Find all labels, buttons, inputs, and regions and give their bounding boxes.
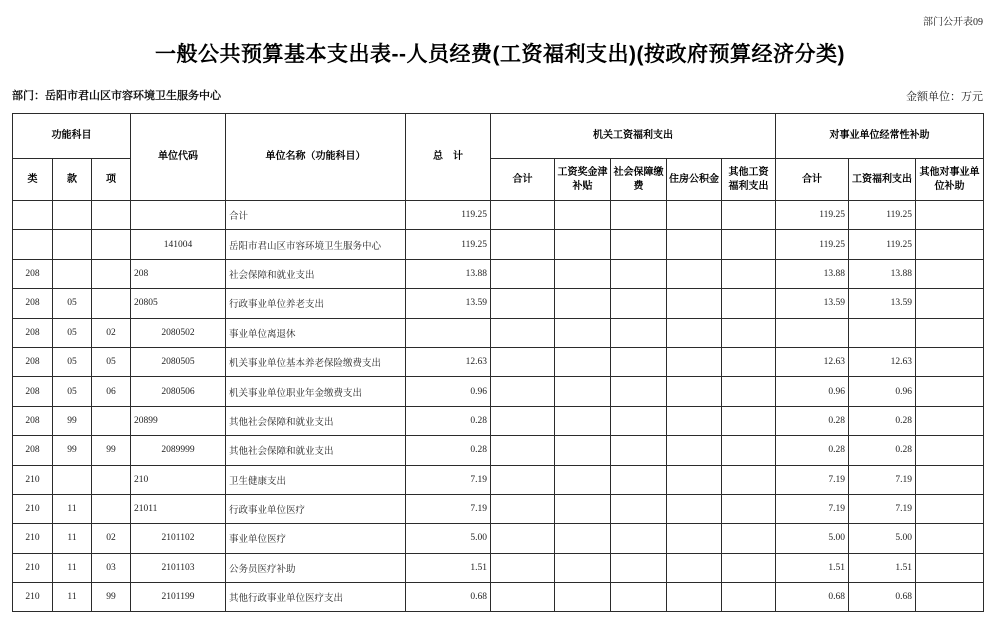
subsidy-total-value-cell: 0.68 [776,583,849,612]
item-code-cell: 99 [53,406,92,435]
subsidy-other-value-cell [916,524,984,553]
header-subsidy-total: 合计 [776,159,849,201]
table-row [13,436,984,465]
org-social-value-cell [611,377,667,406]
table-row [13,406,984,435]
subsidy-wage-value-cell: 119.25 [849,201,916,230]
subject-name-cell: 其他社会保障和就业支出 [226,406,406,435]
unit-code-cell: 210 [131,465,226,494]
subsidy-wage-value-cell: 7.19 [849,465,916,494]
sub-item-code-cell: 02 [92,524,131,553]
org-wage-value-cell [555,406,611,435]
header-org-housing: 住房公积金 [667,159,722,201]
subsidy-wage-value-cell: 0.68 [849,583,916,612]
org-total-value-cell [491,347,555,376]
total-value-cell: 7.19 [406,465,491,494]
subject-name-cell: 社会保障和就业支出 [226,259,406,288]
org-wage-value-cell [555,201,611,230]
subsidy-total-value-cell [776,318,849,347]
table-row [13,524,984,553]
org-social-value-cell [611,583,667,612]
org-housing-value-cell [667,553,722,582]
org-social-value-cell [611,406,667,435]
org-housing-value-cell [667,259,722,288]
class-code-cell: 208 [13,318,53,347]
org-other-value-cell [722,524,776,553]
class-code-cell: 208 [13,259,53,288]
org-other-value-cell [722,583,776,612]
sub-item-code-cell: 02 [92,318,131,347]
subject-name-cell: 合计 [226,201,406,230]
unit-code-cell: 2101102 [131,524,226,553]
total-value-cell: 0.28 [406,436,491,465]
subsidy-other-value-cell [916,377,984,406]
subsidy-total-value-cell: 119.25 [776,230,849,259]
total-value-cell: 5.00 [406,524,491,553]
subsidy-other-value-cell [916,347,984,376]
subject-name-cell: 行政事业单位医疗 [226,494,406,523]
org-other-value-cell [722,289,776,318]
subject-name-cell: 岳阳市君山区市容环境卫生服务中心 [226,230,406,259]
subsidy-wage-value-cell: 12.63 [849,347,916,376]
org-wage-value-cell [555,494,611,523]
org-other-value-cell [722,377,776,406]
org-total-value-cell [491,436,555,465]
class-code-cell [13,201,53,230]
table-row [13,318,984,347]
subsidy-wage-value-cell: 1.51 [849,553,916,582]
sub-item-code-cell [92,289,131,318]
table-row [13,377,984,406]
header-subsidy-wage: 工资福利支出 [849,159,916,201]
class-code-cell [13,230,53,259]
org-social-value-cell [611,230,667,259]
subsidy-total-value-cell: 13.59 [776,289,849,318]
subsidy-wage-value-cell [849,318,916,347]
subsidy-other-value-cell [916,318,984,347]
subject-name-cell: 机关事业单位基本养老保险缴费支出 [226,347,406,376]
org-other-value-cell [722,465,776,494]
org-wage-value-cell [555,465,611,494]
total-value-cell: 0.68 [406,583,491,612]
org-other-value-cell [722,347,776,376]
subsidy-wage-value-cell: 13.88 [849,259,916,288]
sub-item-code-cell [92,406,131,435]
org-other-value-cell [722,318,776,347]
subsidy-other-value-cell [916,406,984,435]
doc-reference-number: 部门公开表09 [923,17,983,28]
org-wage-value-cell [555,377,611,406]
item-code-cell [53,201,92,230]
subsidy-wage-value-cell: 13.59 [849,289,916,318]
class-code-cell: 208 [13,436,53,465]
org-total-value-cell [491,377,555,406]
unit-code-cell: 2080502 [131,318,226,347]
department-label: 部门：岳阳市君山区市容环境卫生服务中心 [12,90,221,102]
org-social-value-cell [611,201,667,230]
unit-code-cell: 2101103 [131,553,226,582]
total-value-cell: 13.88 [406,259,491,288]
class-code-cell: 210 [13,524,53,553]
header-unit-code: 单位代码 [131,114,226,201]
class-code-cell: 210 [13,583,53,612]
org-wage-value-cell [555,583,611,612]
unit-code-cell: 2080506 [131,377,226,406]
item-code-cell: 05 [53,289,92,318]
subsidy-total-value-cell: 7.19 [776,494,849,523]
item-code-cell: 11 [53,583,92,612]
subsidy-total-value-cell: 0.28 [776,406,849,435]
header-org-wage: 工资奖金津补贴 [555,159,611,201]
org-total-value-cell [491,406,555,435]
org-total-value-cell [491,583,555,612]
class-code-cell: 210 [13,465,53,494]
unit-code-cell: 2089999 [131,436,226,465]
subsidy-other-value-cell [916,494,984,523]
org-other-value-cell [722,406,776,435]
org-wage-value-cell [555,289,611,318]
table-row [13,230,984,259]
meta-row [12,87,983,103]
org-housing-value-cell [667,465,722,494]
subject-name-cell: 卫生健康支出 [226,465,406,494]
subsidy-other-value-cell [916,289,984,318]
class-code-cell: 208 [13,347,53,376]
header-org-social: 社会保障缴费 [611,159,667,201]
sub-item-code-cell [92,494,131,523]
header-subsidy-other: 其他对事业单位补助 [916,159,984,201]
sub-item-code-cell [92,259,131,288]
org-other-value-cell [722,230,776,259]
org-total-value-cell [491,494,555,523]
org-wage-value-cell [555,230,611,259]
org-other-value-cell [722,436,776,465]
org-social-value-cell [611,436,667,465]
org-total-value-cell [491,524,555,553]
org-total-value-cell [491,553,555,582]
unit-code-cell: 208 [131,259,226,288]
org-housing-value-cell [667,289,722,318]
total-value-cell: 12.63 [406,347,491,376]
org-housing-value-cell [667,318,722,347]
sub-item-code-cell: 06 [92,377,131,406]
header-func-subject: 功能科目 [13,114,131,159]
sub-item-code-cell [92,201,131,230]
subsidy-total-value-cell: 0.96 [776,377,849,406]
item-code-cell: 05 [53,318,92,347]
org-wage-value-cell [555,524,611,553]
subsidy-total-value-cell: 7.19 [776,465,849,494]
org-total-value-cell [491,465,555,494]
total-value-cell: 1.51 [406,553,491,582]
sub-item-code-cell: 99 [92,436,131,465]
sub-item-code-cell: 05 [92,347,131,376]
subject-name-cell: 其他社会保障和就业支出 [226,436,406,465]
unit-code-cell: 2101199 [131,583,226,612]
unit-code-cell [131,201,226,230]
header-org-wage-group: 机关工资福利支出 [491,114,776,159]
subsidy-total-value-cell: 5.00 [776,524,849,553]
subsidy-wage-value-cell: 0.28 [849,406,916,435]
item-code-cell: 11 [53,553,92,582]
item-code-cell [53,465,92,494]
org-social-value-cell [611,259,667,288]
subsidy-wage-value-cell: 5.00 [849,524,916,553]
table-row [13,465,984,494]
unit-code-cell: 20805 [131,289,226,318]
total-value-cell: 13.59 [406,289,491,318]
item-code-cell: 11 [53,524,92,553]
org-social-value-cell [611,465,667,494]
org-other-value-cell [722,494,776,523]
org-social-value-cell [611,494,667,523]
org-total-value-cell [491,259,555,288]
item-code-cell: 05 [53,347,92,376]
org-total-value-cell [491,201,555,230]
unit-code-cell: 141004 [131,230,226,259]
sub-item-code-cell: 03 [92,553,131,582]
table-row [13,494,984,523]
amount-unit-label: 金额单位：万元 [906,91,983,103]
subsidy-wage-value-cell: 7.19 [849,494,916,523]
class-code-cell: 208 [13,377,53,406]
item-code-cell: 99 [53,436,92,465]
total-value-cell: 7.19 [406,494,491,523]
org-wage-value-cell [555,436,611,465]
table-row [13,201,984,230]
table-row [13,583,984,612]
table-row [13,259,984,288]
org-housing-value-cell [667,406,722,435]
org-total-value-cell [491,230,555,259]
total-value-cell: 0.96 [406,377,491,406]
table-row [13,347,984,376]
item-code-cell [53,230,92,259]
org-housing-value-cell [667,524,722,553]
subsidy-total-value-cell: 13.88 [776,259,849,288]
item-code-cell: 05 [53,377,92,406]
subsidy-wage-value-cell: 0.28 [849,436,916,465]
org-housing-value-cell [667,436,722,465]
header-sub-item: 项 [92,159,131,201]
org-housing-value-cell [667,347,722,376]
header-total: 总 计 [406,114,491,201]
class-code-cell: 210 [13,553,53,582]
subsidy-other-value-cell [916,259,984,288]
org-social-value-cell [611,524,667,553]
total-value-cell: 119.25 [406,230,491,259]
item-code-cell: 11 [53,494,92,523]
org-other-value-cell [722,259,776,288]
subsidy-other-value-cell [916,583,984,612]
header-subsidy-group: 对事业单位经常性补助 [776,114,984,159]
page-title: 一般公共预算基本支出表--人员经费(工资福利支出)(按政府预算经济分类) [155,43,845,66]
subsidy-total-value-cell: 12.63 [776,347,849,376]
class-code-cell: 208 [13,289,53,318]
header-unit-name: 单位名称（功能科目） [226,114,406,201]
subject-name-cell: 事业单位离退休 [226,318,406,347]
subsidy-wage-value-cell: 0.96 [849,377,916,406]
subsidy-other-value-cell [916,436,984,465]
org-housing-value-cell [667,230,722,259]
class-code-cell: 208 [13,406,53,435]
subsidy-other-value-cell [916,230,984,259]
org-housing-value-cell [667,494,722,523]
org-housing-value-cell [667,201,722,230]
org-social-value-cell [611,553,667,582]
org-wage-value-cell [555,553,611,582]
subject-name-cell: 机关事业单位职业年金缴费支出 [226,377,406,406]
total-value-cell [406,318,491,347]
table-row [13,289,984,318]
unit-code-cell: 20899 [131,406,226,435]
subsidy-other-value-cell [916,201,984,230]
header-org-other: 其他工资福利支出 [722,159,776,201]
org-housing-value-cell [667,377,722,406]
org-total-value-cell [491,318,555,347]
unit-code-cell: 21011 [131,494,226,523]
org-wage-value-cell [555,347,611,376]
total-value-cell: 119.25 [406,201,491,230]
header-org-total: 合计 [491,159,555,201]
budget-table [12,113,984,612]
org-other-value-cell [722,201,776,230]
org-social-value-cell [611,347,667,376]
header-item: 款 [53,159,92,201]
sub-item-code-cell [92,230,131,259]
org-wage-value-cell [555,318,611,347]
org-social-value-cell [611,289,667,318]
subsidy-other-value-cell [916,553,984,582]
subject-name-cell: 其他行政事业单位医疗支出 [226,583,406,612]
subject-name-cell: 公务员医疗补助 [226,553,406,582]
org-social-value-cell [611,318,667,347]
total-value-cell: 0.28 [406,406,491,435]
sub-item-code-cell: 99 [92,583,131,612]
org-housing-value-cell [667,583,722,612]
subject-name-cell: 事业单位医疗 [226,524,406,553]
unit-code-cell: 2080505 [131,347,226,376]
subsidy-total-value-cell: 119.25 [776,201,849,230]
subsidy-total-value-cell: 1.51 [776,553,849,582]
subsidy-total-value-cell: 0.28 [776,436,849,465]
item-code-cell [53,259,92,288]
header-class: 类 [13,159,53,201]
org-other-value-cell [722,553,776,582]
org-total-value-cell [491,289,555,318]
subsidy-other-value-cell [916,465,984,494]
table-row [13,553,984,582]
subject-name-cell: 行政事业单位养老支出 [226,289,406,318]
sub-item-code-cell [92,465,131,494]
subsidy-wage-value-cell: 119.25 [849,230,916,259]
org-wage-value-cell [555,259,611,288]
class-code-cell: 210 [13,494,53,523]
